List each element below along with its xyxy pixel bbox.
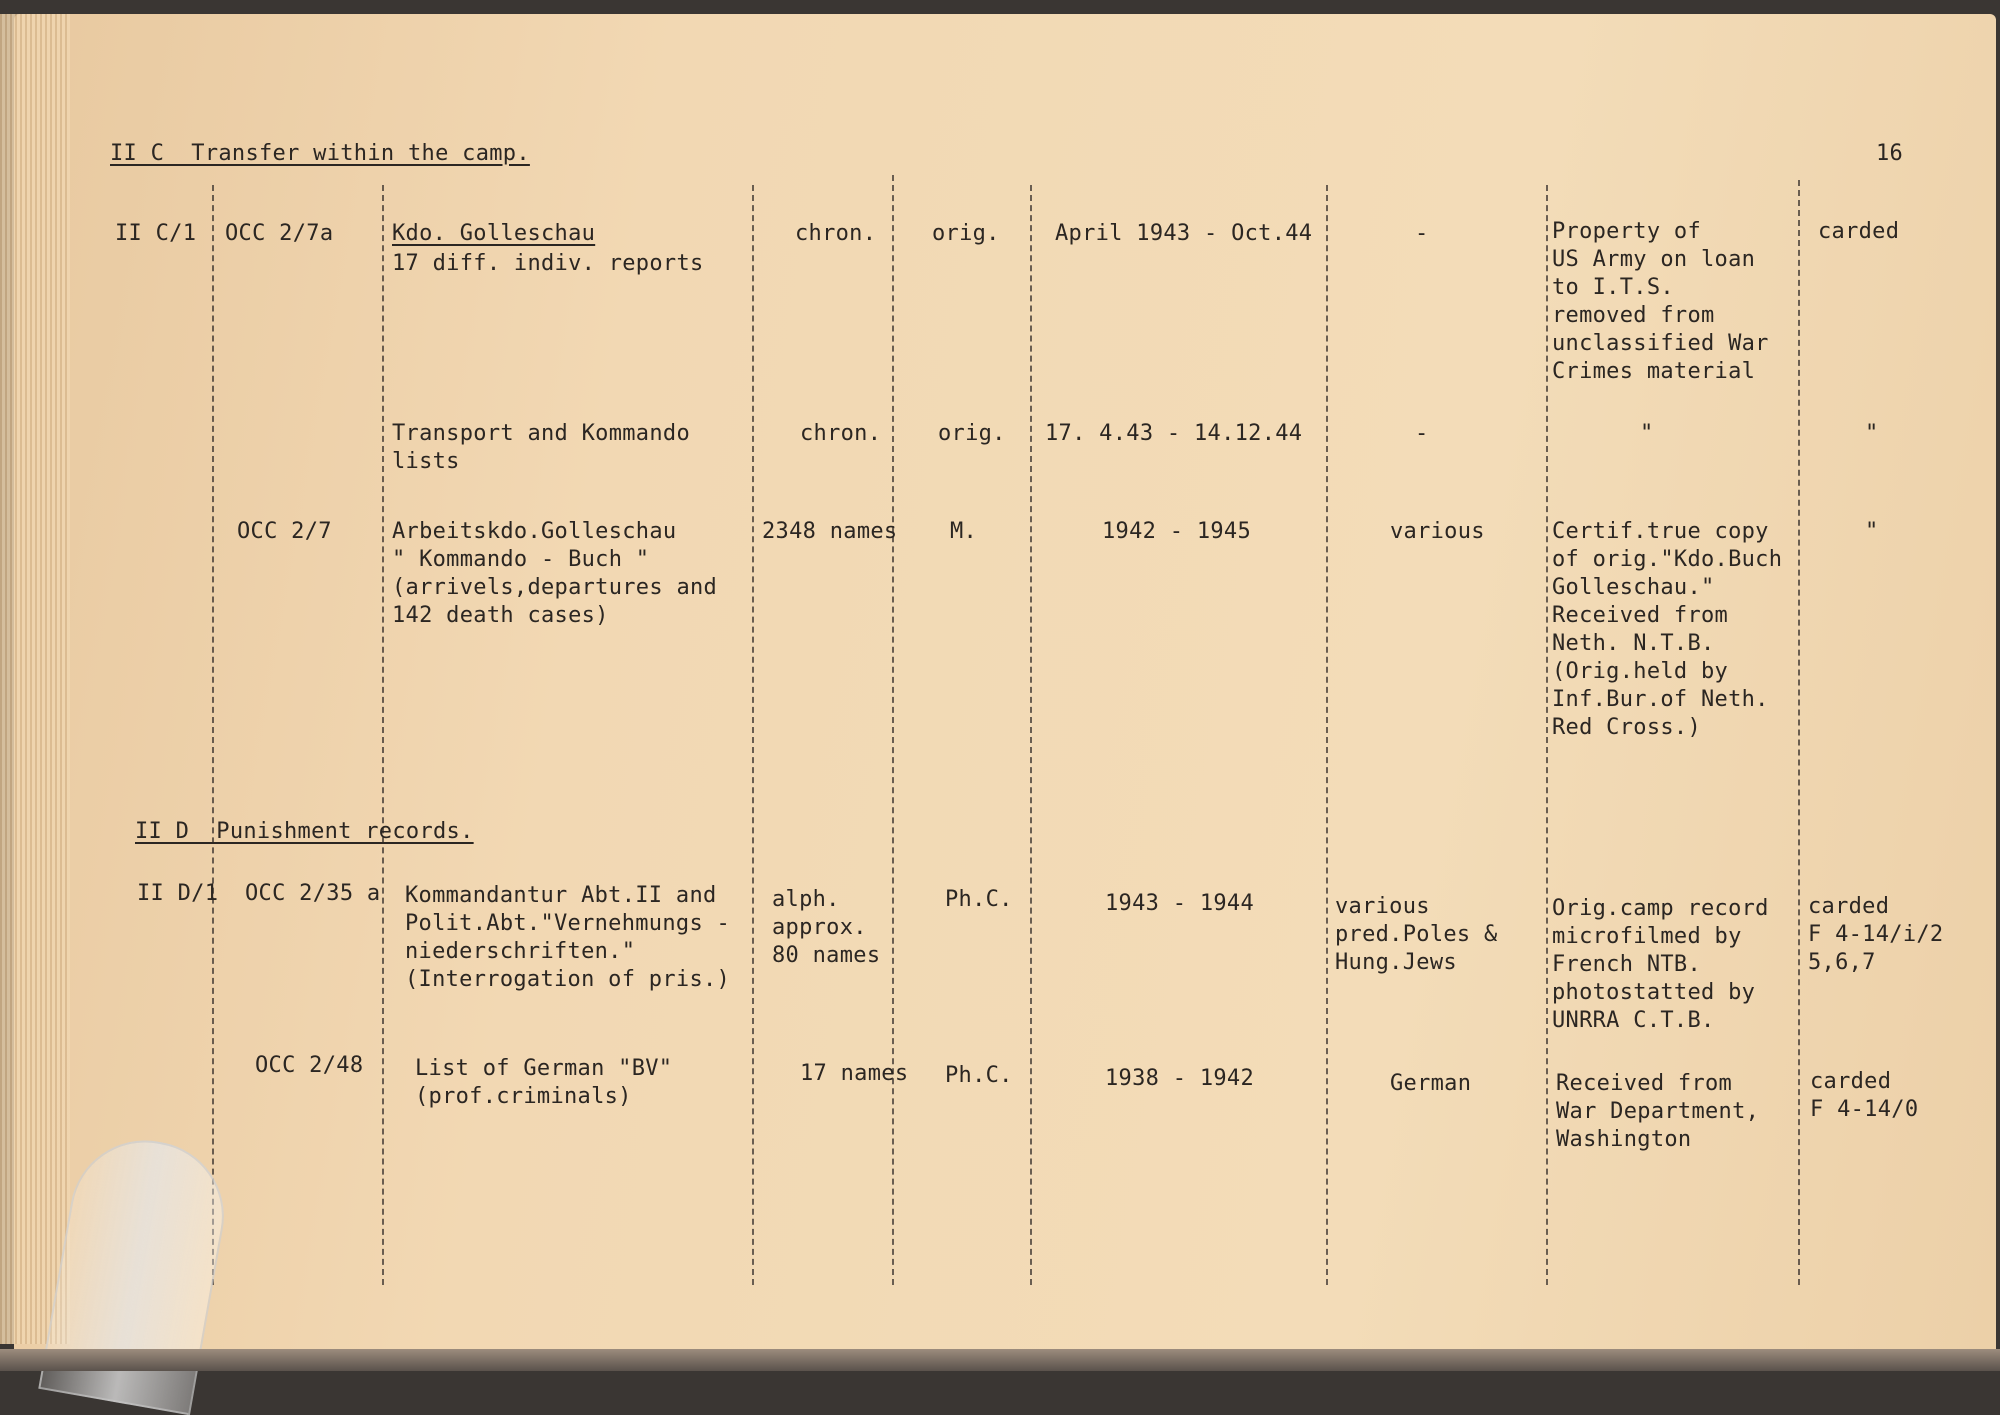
section-title-transfer: II C Transfer within the camp. — [110, 141, 530, 166]
row5-nationality: German — [1390, 1071, 1472, 1096]
column-rule — [382, 185, 384, 1285]
book-page-edges — [0, 14, 70, 1344]
row2-nationality: - — [1415, 421, 1429, 446]
row5-occ: OCC 2/48 — [255, 1053, 364, 1078]
row5-dates: 1938 - 1942 — [1105, 1066, 1254, 1091]
row2-desc: Transport and Kommando lists — [392, 421, 690, 474]
row4-remarks: Orig.camp record microfilmed by French NTB. photostatted by UNRRA C.T.B. — [1552, 896, 1769, 1033]
row3-remarks: Certif.true copy of orig."Kdo.Buch Golleschau." Received from Neth. N.T.B. (Orig.held by Inf.Bur.of Neth. Red Cross.) — [1552, 519, 1783, 740]
row5-arrangement: 17 names — [800, 1061, 909, 1086]
row3-status: " — [1865, 519, 1879, 544]
row3-dates: 1942 - 1945 — [1102, 519, 1251, 544]
row4-ref: II D/1 — [137, 881, 219, 906]
row4-occ: OCC 2/35 a — [245, 881, 381, 906]
row4-arrangement: alph. approx. 80 names — [772, 887, 881, 968]
row3-form: M. — [950, 519, 978, 544]
row1-nationality: - — [1415, 221, 1429, 246]
row4-dates: 1943 - 1944 — [1105, 891, 1254, 916]
row3-arrangement: 2348 names — [762, 519, 898, 544]
row4-desc: Kommandantur Abt.II and Polit.Abt."Vernehmungs - niederschriften." (Interrogation of pris.) — [405, 883, 731, 992]
column-rule — [752, 185, 754, 1285]
row5-form: Ph.C. — [945, 1063, 1013, 1088]
row1-ref: II C/1 — [115, 221, 197, 246]
row1-title: Kdo. Golleschau — [392, 221, 596, 246]
row4-form: Ph.C. — [945, 887, 1013, 912]
row1-form: orig. — [932, 221, 1000, 246]
row2-dates: 17. 4.43 - 14.12.44 — [1045, 421, 1303, 446]
column-rule — [1546, 185, 1548, 1285]
section-title-punishment: II D Punishment records. — [135, 819, 474, 844]
row2-status: " — [1865, 421, 1879, 446]
column-rule — [1030, 185, 1032, 1285]
book-binding-shadow — [0, 1349, 2000, 1371]
row3-occ: OCC 2/7 — [237, 519, 332, 544]
column-rule — [1326, 185, 1328, 1285]
row1-arrangement: chron. — [795, 221, 877, 246]
row2-arrangement: chron. — [800, 421, 882, 446]
row1-remarks: Property of US Army on loan to I.T.S. removed from unclassified War Crimes material — [1552, 219, 1769, 384]
row4-nationality: various pred.Poles & Hung.Jews — [1335, 894, 1498, 975]
row1-desc: 17 diff. indiv. reports — [392, 251, 704, 276]
row1-occ: OCC 2/7a — [225, 221, 334, 246]
row1-dates: April 1943 - Oct.44 — [1055, 221, 1313, 246]
row1-status: carded — [1818, 219, 1900, 244]
column-rule — [212, 185, 214, 1285]
column-rule — [1798, 180, 1800, 1285]
row5-desc: List of German "BV" (prof.criminals) — [415, 1056, 673, 1109]
row2-remarks: " — [1640, 421, 1654, 446]
row3-nationality: various — [1390, 519, 1485, 544]
row3-desc: Arbeitskdo.Golleschau " Kommando - Buch " (arrivels,departures and 142 death cases) — [392, 519, 718, 628]
row2-form: orig. — [938, 421, 1006, 446]
page-number: 16 — [1876, 141, 1904, 166]
row5-status: carded F 4-14/0 — [1810, 1069, 1919, 1122]
column-rule — [892, 175, 894, 1285]
row4-status: carded F 4-14/i/2 5,6,7 — [1808, 894, 1944, 975]
row5-remarks: Received from War Department, Washington — [1556, 1071, 1760, 1152]
